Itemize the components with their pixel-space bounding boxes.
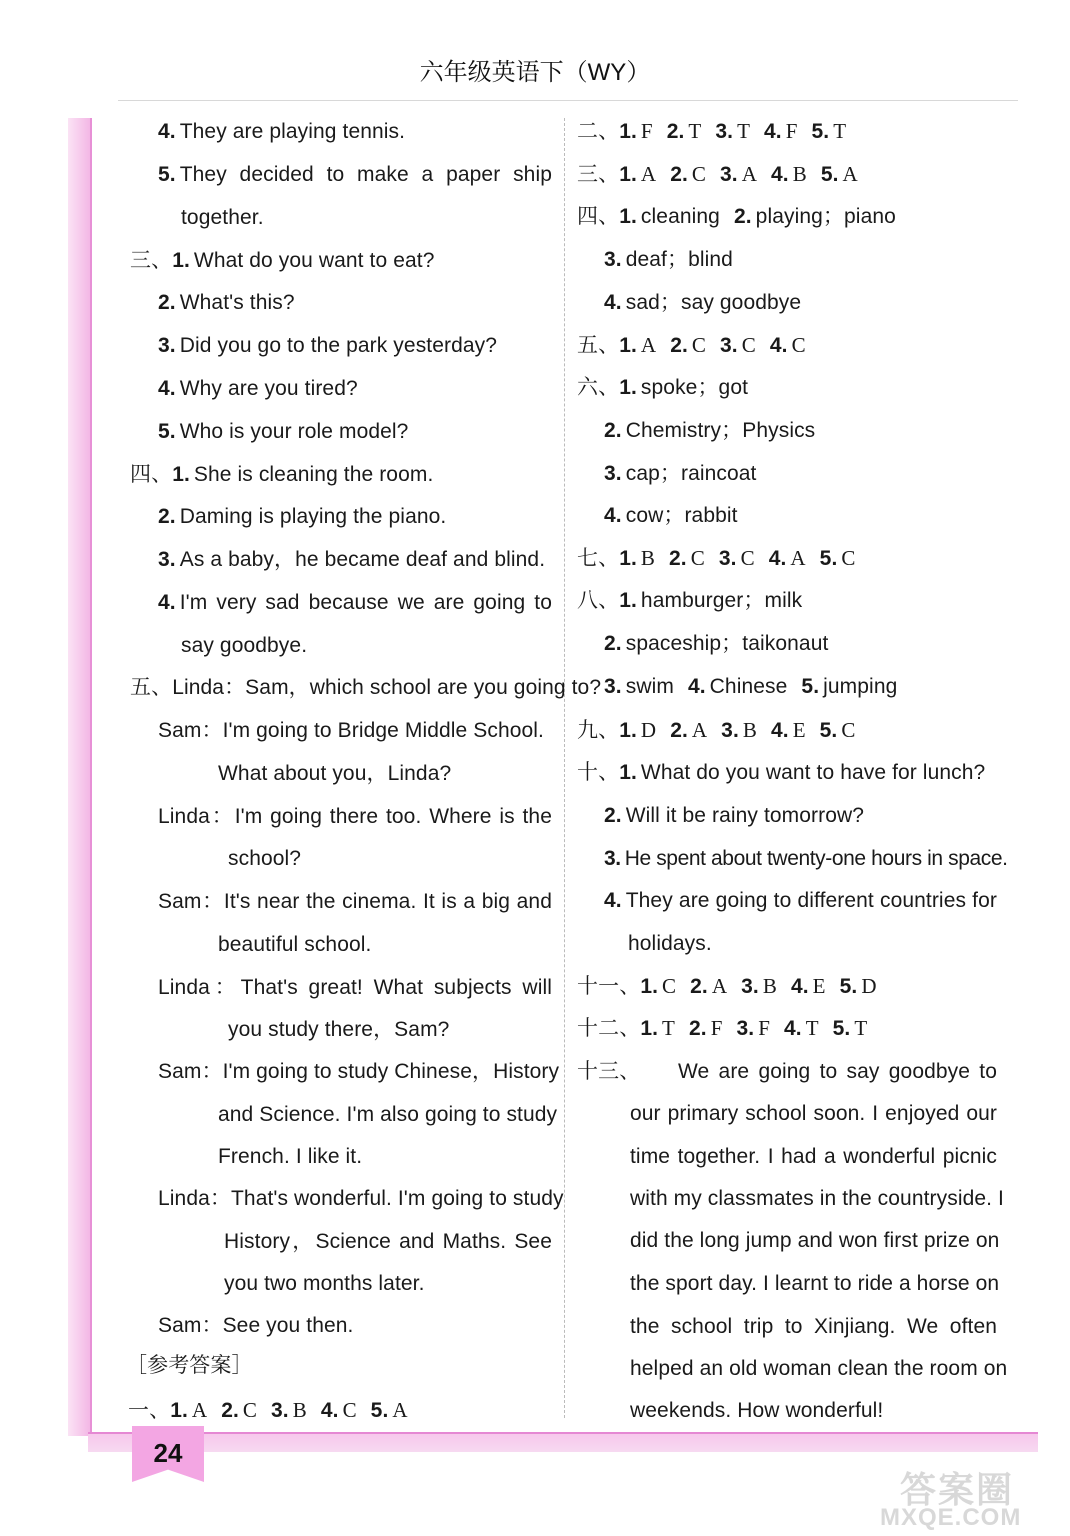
dialogue-line: Linda：I'm going there too. Where is the bbox=[158, 805, 552, 828]
answer-line: 4. cow；rabbit bbox=[604, 504, 738, 527]
answer-line: 六、1. spoke；got bbox=[577, 376, 749, 399]
watermark-text: 答案圈 bbox=[900, 1469, 1015, 1510]
answer-line: 三、1. A 2. C 3. A 4. B 5. A bbox=[577, 162, 858, 186]
dialogue-line: History，Science and Maths. See bbox=[224, 1230, 552, 1253]
section-marker: 十二、 bbox=[577, 1017, 641, 1040]
section-marker: 三、 bbox=[130, 249, 173, 272]
answer-line: 三、1. What do you want to eat? bbox=[130, 249, 435, 272]
section-marker: 八、 bbox=[577, 589, 620, 612]
answer-line: 5. Who is your role model? bbox=[158, 420, 409, 443]
answer-line: 3. swim 4. Chinese 5. jumping bbox=[604, 675, 898, 698]
essay-line: our primary school soon. I enjoyed our bbox=[630, 1102, 997, 1125]
essay-line: We are going to say goodbye to bbox=[678, 1060, 997, 1083]
answer-line: 3. As a baby，he became deaf and blind. bbox=[158, 548, 546, 571]
answer-line: 四、1. She is cleaning the room. bbox=[130, 463, 434, 486]
essay-line: with my classmates in the countryside. I bbox=[630, 1187, 1004, 1210]
dialogue-line: you study there，Sam? bbox=[228, 1018, 450, 1041]
answer-line: 4. sad；say goodbye bbox=[604, 291, 802, 314]
left-decorative-band bbox=[68, 118, 90, 1436]
answer-line: 十二、1. T 2. F 3. F 4. T 5. T bbox=[577, 1016, 868, 1040]
answer-line: 4. I'm very sad because we are going to bbox=[158, 591, 552, 614]
answer-line: 4. Why are you tired? bbox=[158, 377, 358, 400]
section-marker: 三、 bbox=[577, 163, 620, 186]
essay-line: the school trip to Xinjiang. We often bbox=[630, 1315, 997, 1338]
essay-line: weekends. How wonderful! bbox=[630, 1399, 884, 1422]
answer-line: 3. cap；raincoat bbox=[604, 462, 757, 485]
section-marker: 九、 bbox=[577, 719, 620, 742]
dialogue-line: Linda：That's wonderful. I'm going to study bbox=[158, 1187, 564, 1210]
dialogue-line: and Science. I'm also going to study bbox=[218, 1103, 558, 1126]
answer-line: 2. What's this? bbox=[158, 291, 295, 314]
header-divider bbox=[118, 100, 1018, 101]
watermark-logo bbox=[880, 1462, 1060, 1532]
essay-line: time together. I had a wonderful picnic bbox=[630, 1145, 997, 1168]
section-marker: 四、 bbox=[577, 205, 620, 228]
section-marker: 六、 bbox=[577, 376, 620, 399]
essay-line: the sport day. I learnt to ride a horse on bbox=[630, 1272, 1000, 1295]
answer-line: say goodbye. bbox=[181, 634, 308, 657]
watermark-url: MXQE.COM bbox=[880, 1504, 1022, 1531]
answer-line: 3. Did you go to the park yesterday? bbox=[158, 334, 498, 357]
answer-line: 八、1. hamburger；milk bbox=[577, 589, 803, 612]
answer-line: 4. They are going to different countries for bbox=[604, 889, 997, 912]
dialogue-line: beautiful school. bbox=[218, 933, 372, 956]
reference-answer-label: ［参考答案］ bbox=[126, 1354, 253, 1377]
answer-line: 4. They are playing tennis. bbox=[158, 120, 406, 143]
answer-line: 2. spaceship；taikonaut bbox=[604, 632, 829, 655]
dialogue-line: you two months later. bbox=[224, 1272, 425, 1295]
dialogue-line: Sam：I'm going to study Chinese，History bbox=[158, 1060, 560, 1083]
dialogue-line: French. I like it. bbox=[218, 1145, 363, 1168]
dialogue-line: Sam：I'm going to Bridge Middle School. bbox=[158, 719, 544, 742]
dialogue-line: Sam：It's near the cinema. It is a big and bbox=[158, 890, 552, 913]
dialogue-line: school? bbox=[228, 847, 302, 870]
section-marker: 十、 bbox=[577, 761, 620, 784]
answer-line: 一、1. A 2. C 3. B 4. C 5. A bbox=[128, 1398, 408, 1422]
column-divider bbox=[564, 118, 565, 1418]
answer-line: 四、1. cleaning 2. playing；piano bbox=[577, 205, 896, 228]
dialogue-line: Linda：That's great! What subjects will bbox=[158, 976, 552, 999]
answer-line: 2. Chemistry；Physics bbox=[604, 419, 816, 442]
answer-line: 2. Will it be rainy tomorrow? bbox=[604, 804, 865, 827]
answer-line: 3. deaf；blind bbox=[604, 248, 733, 271]
answer-line: 二、1. F 2. T 3. T 4. F 5. T bbox=[577, 119, 847, 143]
page-header-title: 六年级英语下（WY） bbox=[419, 59, 651, 86]
essay-line: did the long jump and won first prize on bbox=[630, 1229, 1000, 1252]
answer-line: 3. He spent about twenty-one hours in space. bbox=[604, 847, 1008, 870]
section-marker: 十一、 bbox=[577, 975, 641, 998]
answer-line: 七、1. B 2. C 3. C 4. A 5. C bbox=[577, 546, 856, 570]
answer-line: 五、1. A 2. C 3. C 4. C bbox=[577, 333, 806, 357]
section-marker: 五、 bbox=[130, 676, 173, 699]
page-number: 24 bbox=[153, 1438, 183, 1468]
answer-line: 十、1. What do you want to have for lunch? bbox=[577, 761, 986, 784]
answer-line: 2. Daming is playing the piano. bbox=[158, 505, 447, 528]
answer-line: 五、Linda：Sam，which school are you going to? bbox=[130, 676, 602, 699]
answer-line: 十一、1. C 2. A 3. B 4. E 5. D bbox=[577, 974, 877, 998]
section-marker: 七、 bbox=[577, 547, 620, 570]
answer-line: holidays. bbox=[628, 932, 712, 955]
essay-line: helped an old woman clean the room on bbox=[630, 1357, 1008, 1380]
footer-band bbox=[88, 1432, 1038, 1452]
dialogue-line: What about you，Linda? bbox=[218, 762, 452, 785]
answer-line: together. bbox=[181, 206, 264, 229]
section-marker: 五、 bbox=[577, 334, 620, 357]
section-marker: 二、 bbox=[577, 120, 620, 143]
answer-line: 九、1. D 2. A 3. B 4. E 5. C bbox=[577, 718, 856, 742]
answer-line: 5. They decided to make a paper ship bbox=[158, 163, 552, 186]
section-marker: 四、 bbox=[130, 463, 173, 486]
dialogue-line: Sam：See you then. bbox=[158, 1314, 354, 1337]
section-marker: 十三、 bbox=[577, 1060, 641, 1083]
section-marker: 一、 bbox=[128, 1399, 171, 1422]
